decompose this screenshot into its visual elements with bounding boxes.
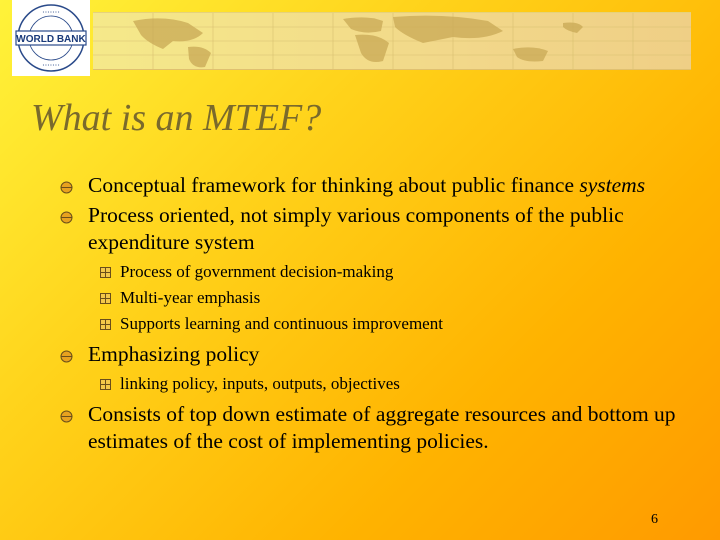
square-bullet-icon [100, 293, 111, 304]
bullet-text: Conceptual framework for thinking about public finance [88, 173, 580, 197]
slide-title: What is an MTEF? [31, 97, 322, 139]
svg-text:• • • • • • •: • • • • • • • [42, 9, 60, 14]
bullet-text: Emphasizing policy [88, 342, 260, 366]
bullet-list [60, 172, 680, 458]
world-map-icon [93, 13, 691, 69]
world-map-banner [93, 12, 691, 70]
page-number: 6 [651, 512, 658, 527]
bullet-item [60, 202, 680, 256]
square-bullet-icon [100, 267, 111, 278]
round-bullet-icon [60, 181, 73, 194]
bullet-item [60, 172, 680, 199]
bullet-text-italic: systems [579, 173, 646, 197]
world-bank-seal-icon [12, 0, 90, 76]
square-bullet-icon [100, 319, 111, 330]
sub-bullet-item [60, 285, 680, 311]
sub-bullet-list [60, 259, 680, 337]
bullet-item [60, 341, 680, 368]
svg-text:• • • • • • •: • • • • • • • [42, 62, 60, 67]
bullet-text: Process oriented, not simply various components of the public expenditure system [88, 203, 624, 254]
sub-bullet-list [60, 371, 680, 397]
round-bullet-icon [60, 211, 73, 224]
sub-bullet-item [60, 311, 680, 337]
world-bank-logo [12, 0, 90, 76]
round-bullet-icon [60, 410, 73, 423]
sub-bullet-text: Multi-year emphasis [120, 288, 261, 307]
sub-bullet-item [60, 259, 680, 285]
sub-bullet-text: Process of government decision-making [120, 262, 394, 281]
sub-bullet-text: linking policy, inputs, outputs, objectives [120, 374, 400, 393]
bullet-item [60, 401, 680, 455]
round-bullet-icon [60, 350, 73, 363]
square-bullet-icon [100, 379, 111, 390]
logo-text: WORLD BANK [16, 34, 86, 45]
sub-bullet-text: Supports learning and continuous improvement [120, 314, 443, 333]
bullet-text: Consists of top down estimate of aggregate resources and bottom up estimates of the cost of implementing policies. [88, 402, 676, 453]
sub-bullet-item [60, 371, 680, 397]
